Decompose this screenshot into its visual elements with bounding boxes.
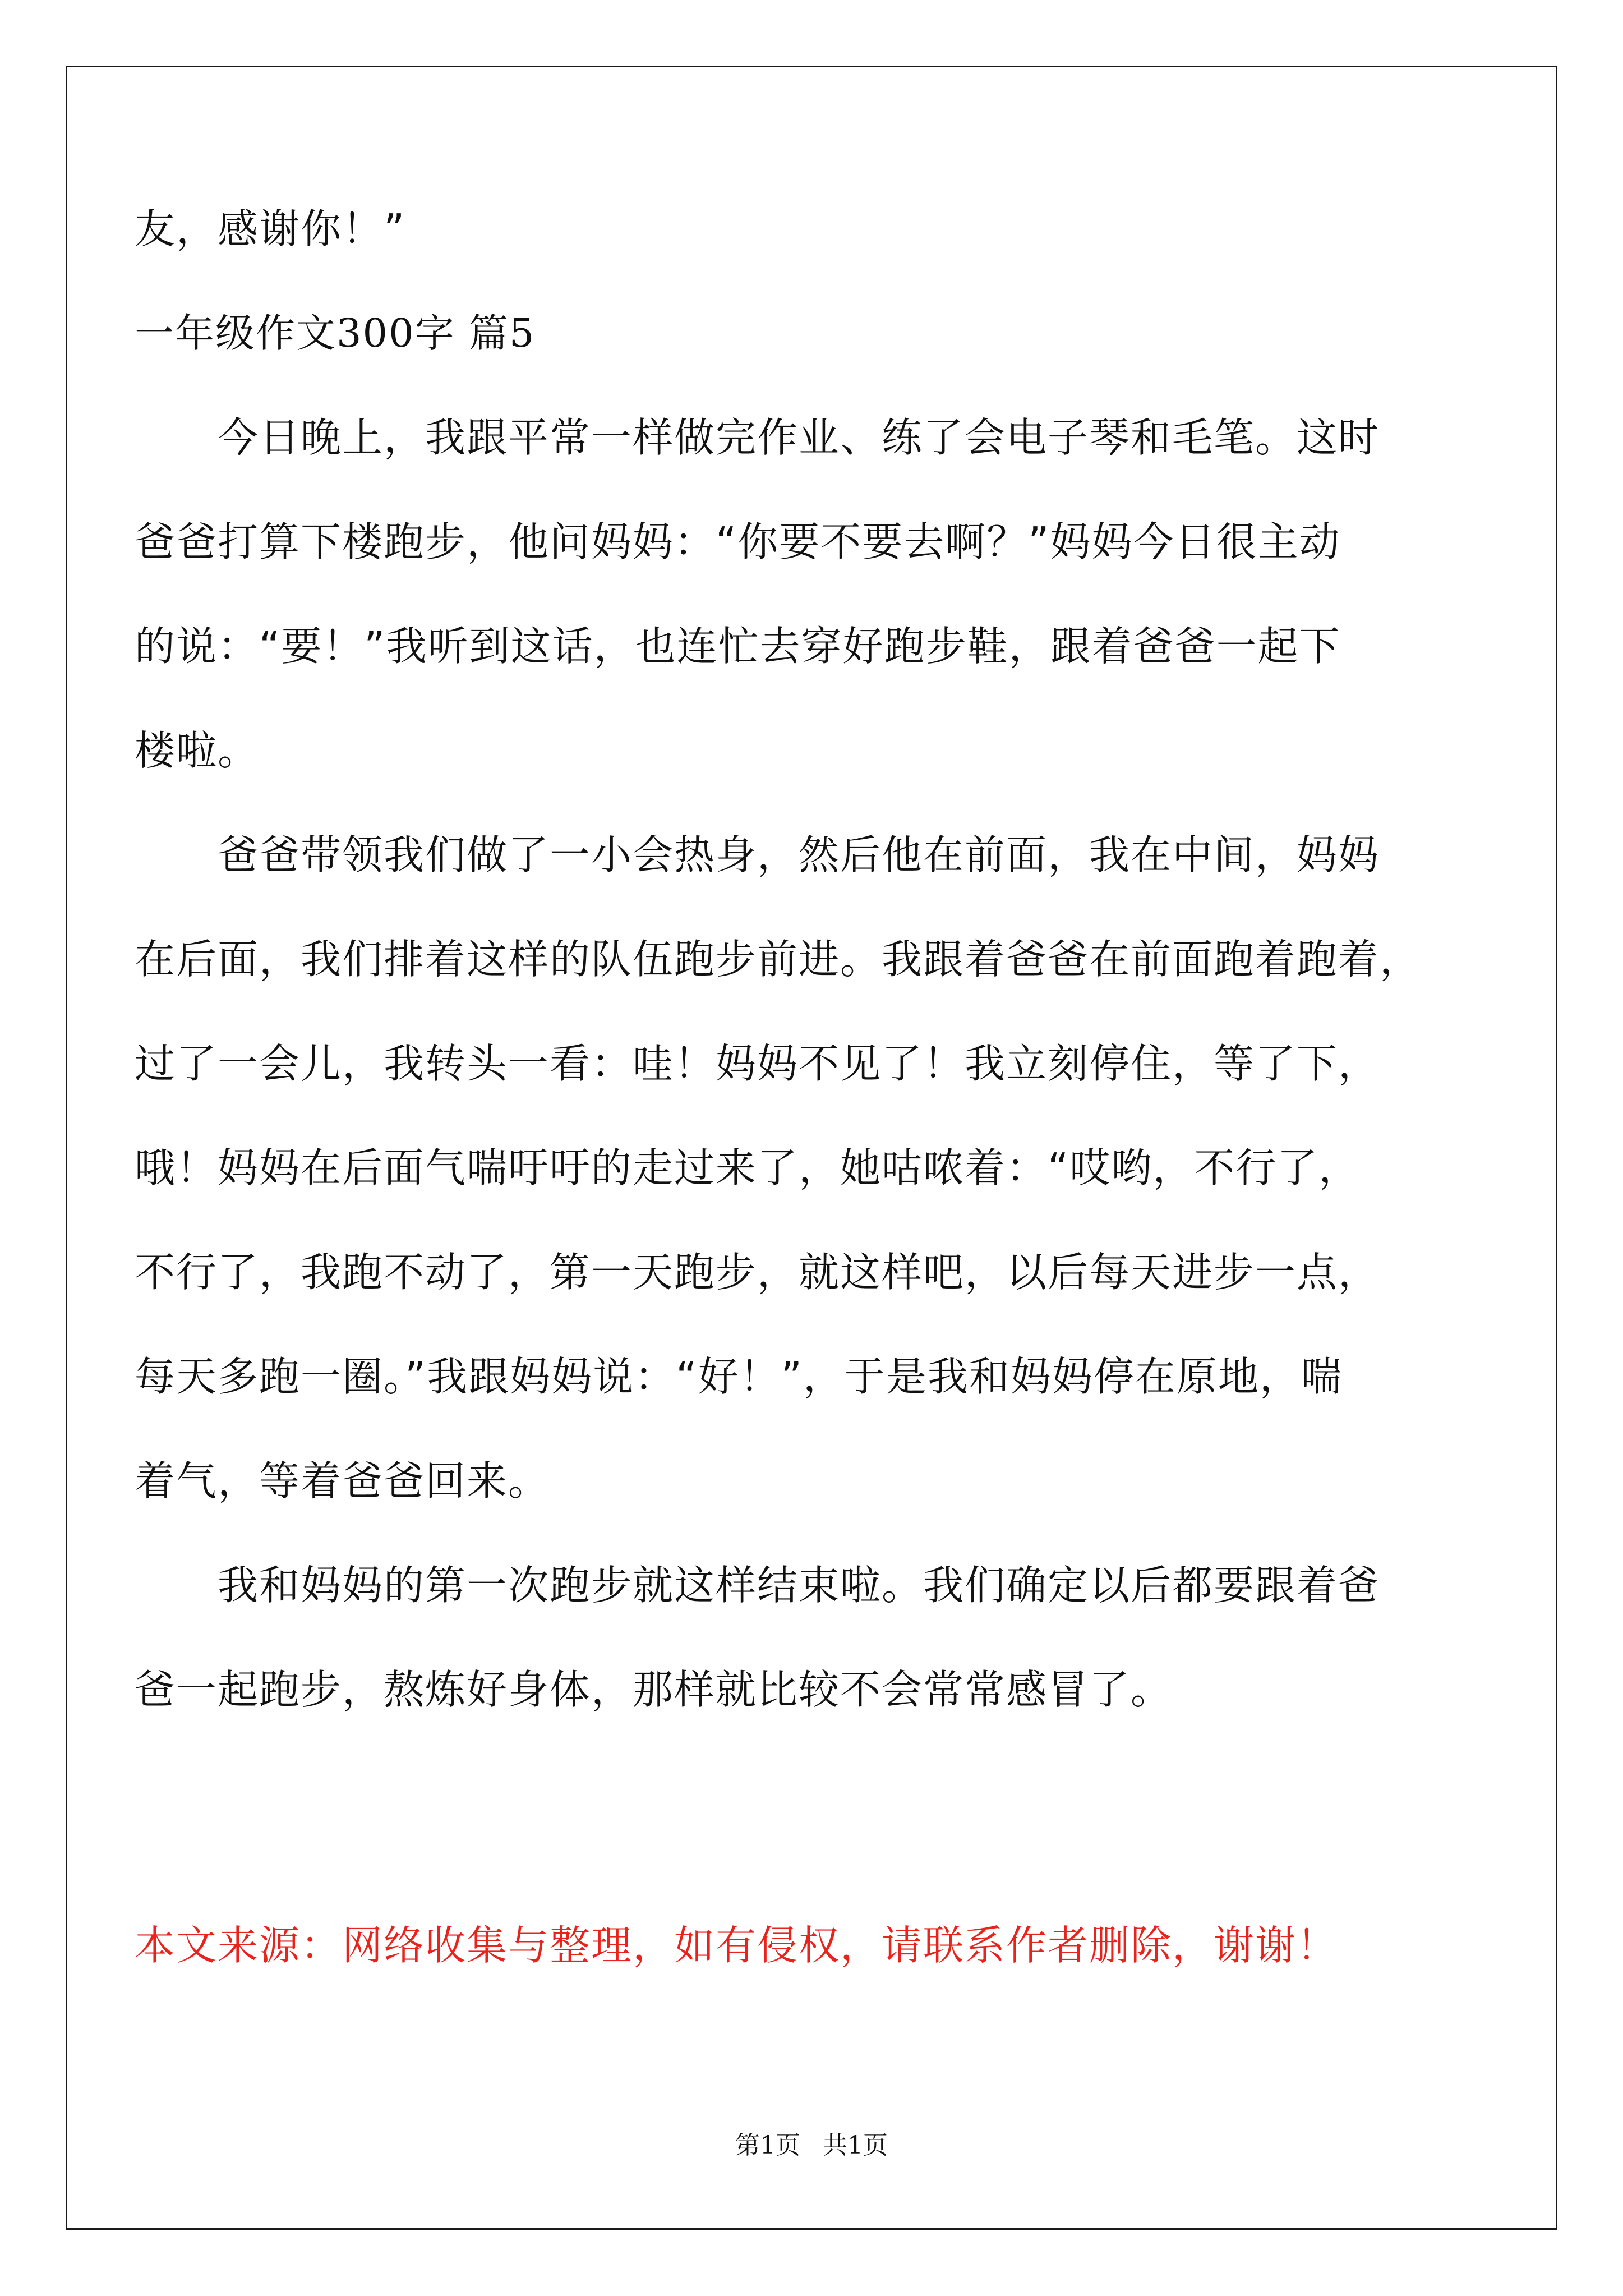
text-line: 不行了，我跑不动了，第一天跑步，就这样吧，以后每天进步一点， <box>135 1249 1380 1296</box>
text-line: 着气，等着爸爸回来。 <box>135 1457 550 1504</box>
section-heading: 一年级作文300字 篇5 <box>135 310 536 356</box>
text-line: 过了一会儿，我转头一看：哇！妈妈不见了！我立刻停住，等了下， <box>135 1040 1380 1087</box>
text-line: 每天多跑一圈。”我跟妈妈说：“好！”，于是我和妈妈停在原地，喘 <box>135 1353 1343 1400</box>
source-note: 本文来源：网络收集与整理，如有侵权，请联系作者删除，谢谢！ <box>135 1922 1339 1969</box>
text-line: 在后面，我们排着这样的队伍跑步前进。我跟着爸爸在前面跑着跑着， <box>135 936 1422 983</box>
page-number: 第1页 <box>735 2131 800 2160</box>
text-line: 爸一起跑步，熬炼好身体，那样就比较不会常常感冒了。 <box>135 1666 1173 1713</box>
text-line: 哦！妈妈在后面气喘吁吁的走过来了，她咕哝着：“哎哟，不行了， <box>135 1144 1361 1191</box>
text-line: 友，感谢你！” <box>135 205 406 252</box>
text-line: 爸爸带领我们做了一小会热身，然后他在前面，我在中间，妈妈 <box>135 831 1380 878</box>
page-footer <box>0 2129 1623 2162</box>
text-line: 今日晚上，我跟平常一样做完作业、练了会电子琴和毛笔。这时 <box>135 414 1380 461</box>
text-line: 爸爸打算下楼跑步，他问妈妈：“你要不要去啊？”妈妈今日很主动 <box>135 518 1341 565</box>
text-line: 楼啦。 <box>135 727 260 774</box>
page-total: 共1页 <box>823 2131 888 2160</box>
text-line: 的说：“要！”我听到这话，也连忙去穿好跑步鞋，跟着爸爸一起下 <box>135 623 1341 670</box>
text-line: 我和妈妈的第一次跑步就这样结束啦。我们确定以后都要跟着爸 <box>135 1562 1380 1609</box>
